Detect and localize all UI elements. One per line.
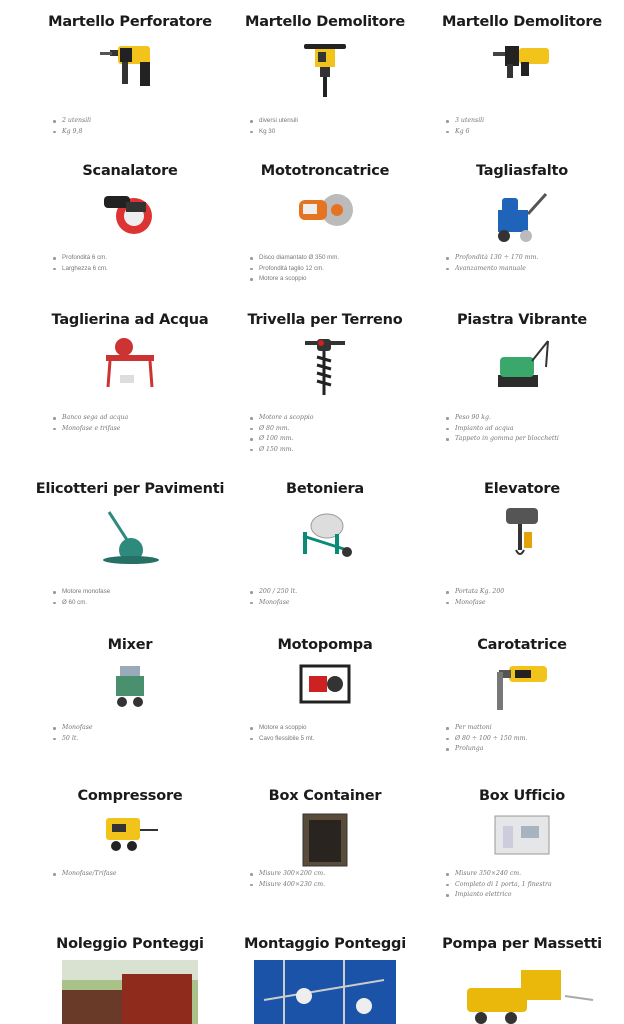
cut-off-saw-icon[interactable] [293, 188, 357, 232]
feature-list [53, 116, 91, 137]
product-title[interactable]: Box Ufficio [478, 788, 566, 804]
feature-item: Ø 100 mm. [250, 434, 314, 445]
product-title[interactable]: Piastra Vibrante [456, 312, 588, 328]
feature-item: Impianto ad acqua [446, 424, 559, 435]
demolition-hammer-small-icon[interactable] [491, 40, 553, 80]
feature-list [250, 723, 314, 744]
concrete-mixer-icon[interactable] [295, 506, 355, 560]
plate-compactor-icon[interactable] [492, 337, 552, 395]
product-title[interactable]: Martello Demolitore [244, 14, 406, 30]
feature-item: Peso 90 kg. [446, 413, 559, 424]
feature-item: Profondità taglio 12 cm. [250, 264, 339, 275]
feature-item: Completo di 1 porta, 1 finestra [446, 880, 552, 891]
product-title[interactable]: Elevatore [483, 481, 561, 497]
feature-item: Monofase [446, 598, 504, 609]
feature-list [53, 723, 93, 744]
core-drill-icon[interactable] [491, 662, 553, 714]
feature-item: Profondità 130 ÷ 170 mm. [446, 253, 538, 264]
feature-list [446, 587, 504, 608]
feature-list [446, 723, 527, 755]
scaffolding-rental-photo[interactable] [62, 960, 198, 1024]
feature-item: Per mattoni [446, 723, 527, 734]
asphalt-cutter-icon[interactable] [494, 188, 550, 244]
feature-item: Ø 80 ÷ 100 ÷ 150 mm. [446, 734, 527, 745]
product-title[interactable]: Carotatrice [477, 637, 567, 653]
feature-item: Monofase/Trifase [53, 869, 117, 880]
product-title[interactable]: Betoniera [285, 481, 365, 497]
feature-item: Banco sega ad acqua [53, 413, 128, 424]
screed-pump-icon[interactable] [447, 960, 597, 1024]
feature-list [250, 869, 325, 890]
feature-item: Ø 60 cm. [53, 598, 110, 609]
hammer-drill-icon[interactable] [98, 40, 162, 88]
feature-item: Ø 150 mm. [250, 445, 314, 456]
product-title[interactable]: Motopompa [277, 637, 373, 653]
earth-auger-icon[interactable] [303, 337, 347, 397]
feature-item: Motore a scoppio [250, 274, 339, 285]
feature-list [250, 413, 314, 455]
feature-item: Misure 400×230 cm. [250, 880, 325, 891]
feature-item: Disco diamantato Ø 350 mm. [250, 253, 339, 264]
feature-item: Kg 6 [446, 127, 484, 138]
office-container-icon[interactable] [491, 812, 553, 860]
product-title[interactable]: Mixer [107, 637, 153, 653]
feature-list [446, 413, 559, 445]
feature-item: Avanzamento manuale [446, 264, 538, 275]
feature-item: Prolunga [446, 744, 527, 755]
product-title[interactable]: Taglierina ad Acqua [51, 312, 209, 328]
air-compressor-icon[interactable] [100, 812, 160, 852]
feature-item: Profondità 6 cm. [53, 253, 108, 264]
feature-list [250, 587, 297, 608]
feature-list [53, 587, 110, 608]
feature-list [446, 253, 538, 274]
motor-pump-icon[interactable] [297, 662, 353, 706]
product-title[interactable]: Scanalatore [82, 163, 178, 179]
feature-item: 3 utensili [446, 116, 484, 127]
feature-item: Misure 350×240 cm. [446, 869, 552, 880]
wall-chaser-icon[interactable] [98, 188, 162, 238]
feature-item: 50 lt. [53, 734, 93, 745]
product-title[interactable]: Trivella per Terreno [247, 312, 403, 328]
scaffolding-assembly-photo[interactable] [254, 960, 396, 1024]
feature-list [446, 116, 484, 137]
feature-list [53, 413, 128, 434]
product-title[interactable]: Montaggio Ponteggi [244, 936, 406, 952]
feature-item: Impianto elettrico [446, 890, 552, 901]
feature-item: Motore a scoppio [250, 723, 314, 734]
feature-item: Monofase [53, 723, 93, 734]
feature-item: 2 utensili [53, 116, 91, 127]
feature-item: Larghezza 6 cm. [53, 264, 108, 275]
feature-list [446, 869, 552, 901]
product-title[interactable]: Mototroncatrice [260, 163, 390, 179]
power-trowel-icon[interactable] [99, 506, 161, 568]
product-title[interactable]: Pompa per Massetti [442, 936, 602, 952]
feature-item: diversi utensili [250, 116, 298, 127]
feature-item: Kg 9,8 [53, 127, 91, 138]
product-title[interactable]: Martello Perforatore [48, 14, 212, 30]
wet-tile-saw-icon[interactable] [100, 337, 160, 391]
electric-hoist-icon[interactable] [502, 506, 542, 568]
feature-item: Motore a scoppio [250, 413, 314, 424]
feature-list [53, 869, 117, 880]
product-title[interactable]: Compressore [77, 788, 183, 804]
product-title[interactable]: Noleggio Ponteggi [56, 936, 204, 952]
feature-item: Monofase e trifase [53, 424, 128, 435]
feature-item: Cavo flessibile 5 mt. [250, 734, 314, 745]
product-title[interactable]: Tagliasfalto [475, 163, 569, 179]
feature-list [250, 116, 298, 137]
product-title[interactable]: Box Container [268, 788, 382, 804]
feature-item: Tappeto in gomma per blocchetti [446, 434, 559, 445]
feature-item: Monofase [250, 598, 297, 609]
feature-item: Misure 300×200 cm. [250, 869, 325, 880]
feature-item: Motore monofase [53, 587, 110, 598]
feature-item: Kg 30 [250, 127, 298, 138]
storage-container-icon[interactable] [299, 812, 351, 868]
plaster-mixer-icon[interactable] [112, 662, 148, 708]
feature-list [53, 253, 108, 274]
feature-item: Ø 80 mm. [250, 424, 314, 435]
feature-list [250, 253, 339, 285]
product-title[interactable]: Martello Demolitore [441, 14, 603, 30]
demolition-hammer-icon[interactable] [302, 40, 348, 98]
feature-item: 200 / 250 lt. [250, 587, 297, 598]
product-title[interactable]: Elicotteri per Pavimenti [35, 481, 225, 497]
feature-item: Portata Kg. 200 [446, 587, 504, 598]
